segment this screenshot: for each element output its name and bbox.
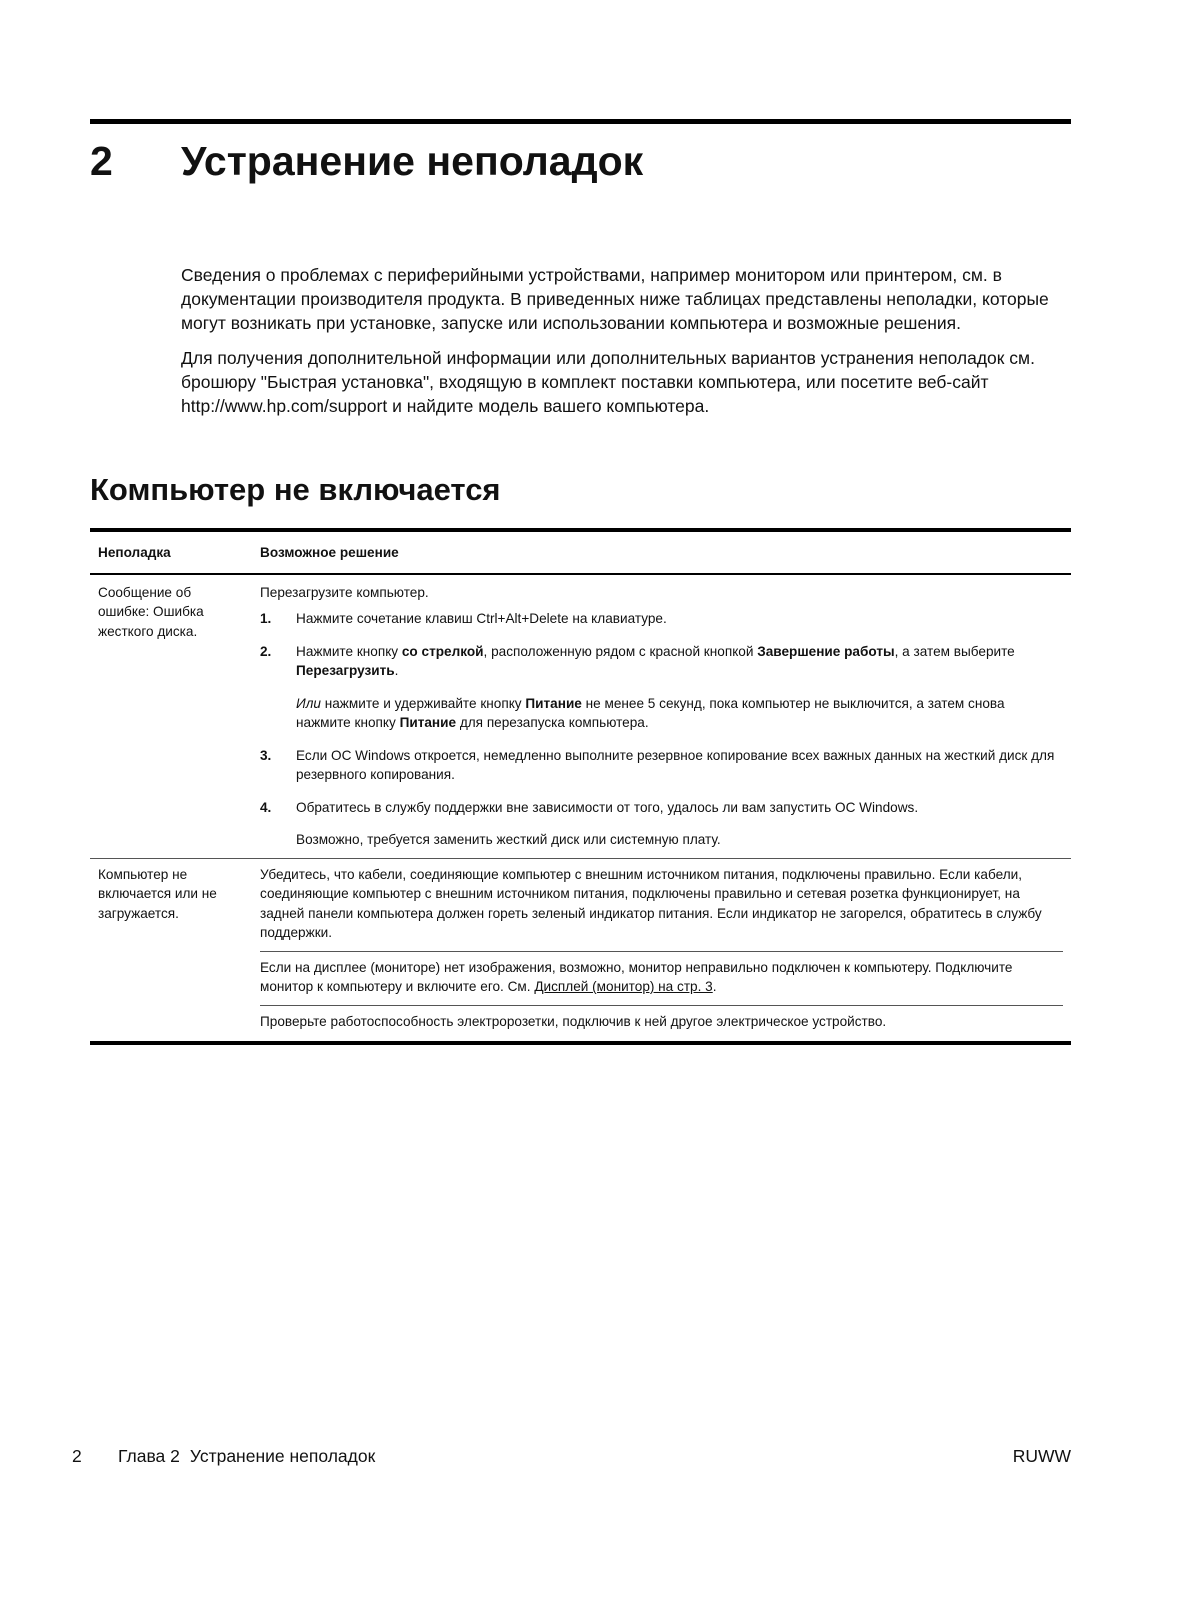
solution-block: Убедитесь, что кабели, соединяющие компьютер с внешним источником питания, подключены правильно. Если кабели, соединяющие компьютер с внешним источником питания, подключены правильно и сетевая розетка функционирует, на задней панели компьютера должен гореть зеленый индикатор питания. Если индикатор не загорелся, обратитесь в службу поддержки. — [260, 859, 1063, 952]
footer-locale: RUWW — [1012, 1446, 1071, 1466]
power-button-label: Питание — [525, 695, 582, 711]
step-4 — [260, 798, 1063, 850]
chapter-rule — [90, 119, 1071, 124]
restart-option-label: Перезагрузить — [296, 663, 395, 678]
intro-paragraph-1: Сведения о проблемах с периферийными устройствами, например монитором или принтером, см. в документации производителя продукта. В приведенных ниже таблицах представлены неполадки, которые могут возникать при установке, запуске или использовании компьютера и возможные решения. — [181, 265, 1049, 333]
arrow-button-label: со стрелкой — [401, 643, 484, 659]
step-number: 3. — [260, 747, 272, 763]
solution-block: Проверьте работоспособность электророзетки, подключив к ней другое электрическое устройство. — [260, 1013, 887, 1029]
problem-cell: Сообщение об ошибке: Ошибка жесткого диска. — [90, 574, 252, 859]
chapter-title — [90, 136, 1071, 186]
intro-paragraph-2: Для получения дополнительной информации или дополнительных вариантов устранения неполадок см. брошюру "Быстрая установка", входящую в комплект поставки компьютера, или посетите веб-сайт http://www.hp.com/support и найдите модель вашего компьютера. — [181, 348, 1035, 416]
footer-chapter-ref: Глава 2 — [118, 1446, 180, 1466]
chapter-number: 2 — [90, 138, 113, 184]
troubleshooting-table — [90, 528, 1071, 1045]
solution-cell — [252, 574, 1071, 859]
step-text — [296, 642, 1063, 681]
shutdown-button-label: Завершение работы — [757, 643, 895, 659]
step-3 — [260, 746, 1063, 785]
section-title: Компьютер не включается — [90, 472, 501, 507]
footer-chapter-title: Устранение неполадок — [189, 1446, 376, 1466]
text-run: Если на дисплее (мониторе) нет изображения, возможно, монитор неправильно подключен к компьютеру. Подключите монитор к компьютеру и включите его. См. — [260, 959, 1013, 994]
text-run: , а затем выберите — [894, 643, 1015, 659]
display-monitor-link[interactable]: Дисплей (монитор) на стр. 3 — [534, 979, 713, 994]
text-run: , расположенную рядом с красной кнопкой — [483, 643, 758, 659]
step-2 — [260, 642, 1063, 733]
step-text: Нажмите сочетание клавиш Ctrl+Alt+Delete на клавиатуре. — [296, 611, 667, 626]
text-run: Нажмите кнопку — [296, 643, 402, 659]
table-row — [90, 858, 1071, 1043]
step-text: Если ОС Windows откроется, немедленно выполните резервное копирование всех важных данных на жесткий диск для резервного копирования. — [296, 747, 1055, 782]
text-run: Или — [296, 695, 321, 711]
step-number: 2. — [260, 643, 272, 659]
step-1 — [260, 609, 1063, 629]
text-run: . — [712, 979, 717, 994]
footer-left — [72, 1444, 375, 1468]
solution-cell — [252, 858, 1071, 1043]
page-number: 2 — [72, 1446, 82, 1466]
intro-text — [181, 263, 1071, 429]
step-note: Возможно, требуется заменить жесткий диск или системную плату. — [296, 832, 721, 847]
text-run: не менее 5 секунд, пока компьютер не выключится, а затем снова нажмите кнопку — [296, 695, 1005, 730]
table-header-row — [90, 530, 1071, 574]
header-problem: Неполадка — [90, 530, 252, 574]
solution-intro: Перезагрузите компьютер. — [260, 584, 429, 600]
text-run: для перезапуска компьютера. — [456, 715, 649, 730]
steps-list — [260, 609, 1063, 850]
step-alternative-text — [296, 694, 1063, 733]
header-solution: Возможное решение — [252, 530, 1071, 574]
step-number: 1. — [260, 611, 272, 626]
step-text: Обратитесь в службу поддержки вне зависимости от того, удалось ли вам запустить ОС Windows. — [296, 799, 919, 815]
table-row — [90, 574, 1071, 859]
chapter-title-text: Устранение неполадок — [181, 138, 644, 184]
power-button-label: Питание — [399, 715, 457, 730]
text-run: нажмите и удерживайте кнопку — [320, 695, 526, 711]
problem-cell: Компьютер не включается или не загружается. — [90, 858, 252, 1043]
step-number: 4. — [260, 799, 272, 815]
solution-block — [260, 952, 1063, 1006]
text-run: . — [394, 663, 399, 678]
